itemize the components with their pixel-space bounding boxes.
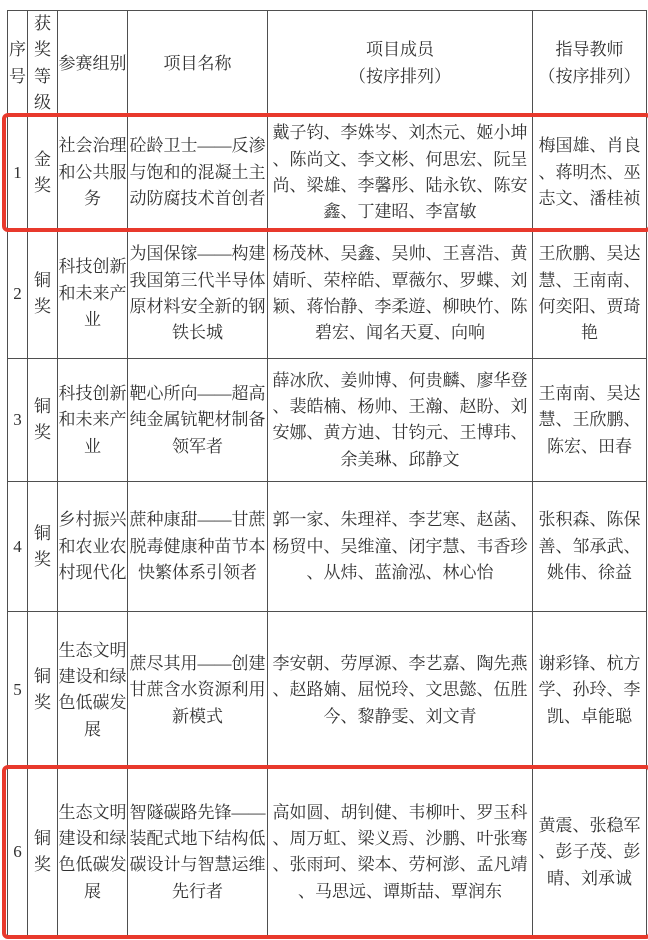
cell-award-level: 铜奖: [28, 612, 58, 769]
cell-group: 科技创新和未来产业: [58, 359, 128, 482]
cell-members: 薛冰欣、姜帅博、何贵麟、廖华登、裴皓楠、杨帅、王瀚、赵盼、刘安娜、黄方迪、甘钧元、王博玮、余美琳、邱静文: [268, 359, 533, 482]
cell-group: 生态文明建设和绿色低碳发展: [58, 612, 128, 769]
header-award-label: 获奖等级: [34, 14, 51, 113]
cell-members: 杨茂林、吴鑫、吴帅、王喜浩、黄婧昕、荣梓皓、覃薇尔、罗蝶、刘颖、蒋怡静、李柔遊、柳映竹、陈碧宏、闻名天夏、向响: [268, 229, 533, 359]
cell-teachers: 黄震、张稳军、彭子茂、彭晴、刘承诚: [533, 769, 647, 936]
header-members: [268, 11, 533, 117]
cell-project-name: 砼龄卫士——反渗与饱和的混凝土主动防腐技术首创者: [128, 117, 268, 229]
cell-group: 生态文明建设和绿色低碳发展: [58, 769, 128, 936]
header-project-name: [128, 11, 268, 117]
cell-index: 5: [8, 612, 28, 769]
cell-teachers: 王南南、吴达慧、王欣鹏、陈宏、田春: [533, 359, 647, 482]
table-row: [8, 359, 647, 482]
awards-table-wrap: [7, 10, 646, 936]
header-members-sublabel: （按序排列）: [349, 66, 451, 86]
header-teachers-sublabel: （按序排列）: [538, 66, 641, 86]
table-body: [8, 117, 647, 936]
header-members-label: 项目成员: [366, 40, 434, 60]
cell-project-name: 靶心所向——超高纯金属钪靶材制备领军者: [128, 359, 268, 482]
cell-award-level: 铜奖: [28, 229, 58, 359]
cell-index: 2: [8, 229, 28, 359]
cell-members: 李安朝、劳厚源、李艺嘉、陶先燕、赵路婻、屈悦玲、文思懿、伍胜今、黎静雯、刘文青: [268, 612, 533, 769]
cell-group: 乡村振兴和农业农村现代化: [58, 482, 128, 612]
cell-group: 科技创新和未来产业: [58, 229, 128, 359]
table-row: [8, 769, 647, 936]
cell-teachers: 梅国雄、肖良、蒋明杰、巫志文、潘桂祯: [533, 117, 647, 229]
cell-index: 4: [8, 482, 28, 612]
header-row: [8, 11, 647, 117]
header-index: [8, 11, 28, 117]
awards-table: [7, 10, 647, 936]
cell-members: 郭一家、朱理祥、李艺寒、赵菡、杨贸中、吴维潼、闭宇慧、韦香珍、从炜、蓝渝泓、林心怡: [268, 482, 533, 612]
table-row: [8, 612, 647, 769]
cell-award-level: 铜奖: [28, 359, 58, 482]
table-row: [8, 117, 647, 229]
cell-index: 1: [8, 117, 28, 229]
header-award-level: [28, 11, 58, 117]
cell-index: 6: [8, 769, 28, 936]
cell-award-level: 铜奖: [28, 769, 58, 936]
cell-teachers: 王欣鹏、吴达慧、王南南、何奕阳、贾琦艳: [533, 229, 647, 359]
header-teachers: [533, 11, 647, 117]
cell-award-level: 铜奖: [28, 482, 58, 612]
cell-project-name: 蔗种康甜——甘蔗脱毒健康种苗节本快繁体系引领者: [128, 482, 268, 612]
header-teachers-label: 指导教师: [555, 40, 624, 60]
header-project-label: 项目名称: [163, 53, 232, 73]
cell-project-name: 为国保镓——构建我国第三代半导体原材料安全新的钢铁长城: [128, 229, 268, 359]
header-group: [58, 11, 128, 117]
cell-project-name: 智隧碳路先锋——装配式地下结构低碳设计与智慧运维先行者: [128, 769, 268, 936]
cell-teachers: 张积森、陈保善、邹承武、姚伟、徐益: [533, 482, 647, 612]
header-index-label: 序号: [9, 40, 26, 86]
cell-members: 戴子钧、李姝岑、刘杰元、姬小坤、陈尚文、李文彬、何思宏、阮呈尚、梁雄、李馨彤、陆永钦、陈安鑫、丁建昭、李富敏: [268, 117, 533, 229]
cell-project-name: 蔗尽其用——创建甘蔗含水资源利用新模式: [128, 612, 268, 769]
header-group-label: 参赛组别: [58, 53, 127, 73]
cell-index: 3: [8, 359, 28, 482]
cell-members: 高如圆、胡钊健、韦柳叶、罗玉科、周万虹、梁义焉、沙鹏、叶张骞、张雨珂、梁本、劳柯澎、孟凡靖、马思远、谭斯喆、覃润东: [268, 769, 533, 936]
cell-award-level: 金奖: [28, 117, 58, 229]
table-row: [8, 482, 647, 612]
cell-teachers: 谢彩锋、杭方学、孙玲、李凯、卓能聪: [533, 612, 647, 769]
table-row: [8, 229, 647, 359]
cell-group: 社会治理和公共服务: [58, 117, 128, 229]
